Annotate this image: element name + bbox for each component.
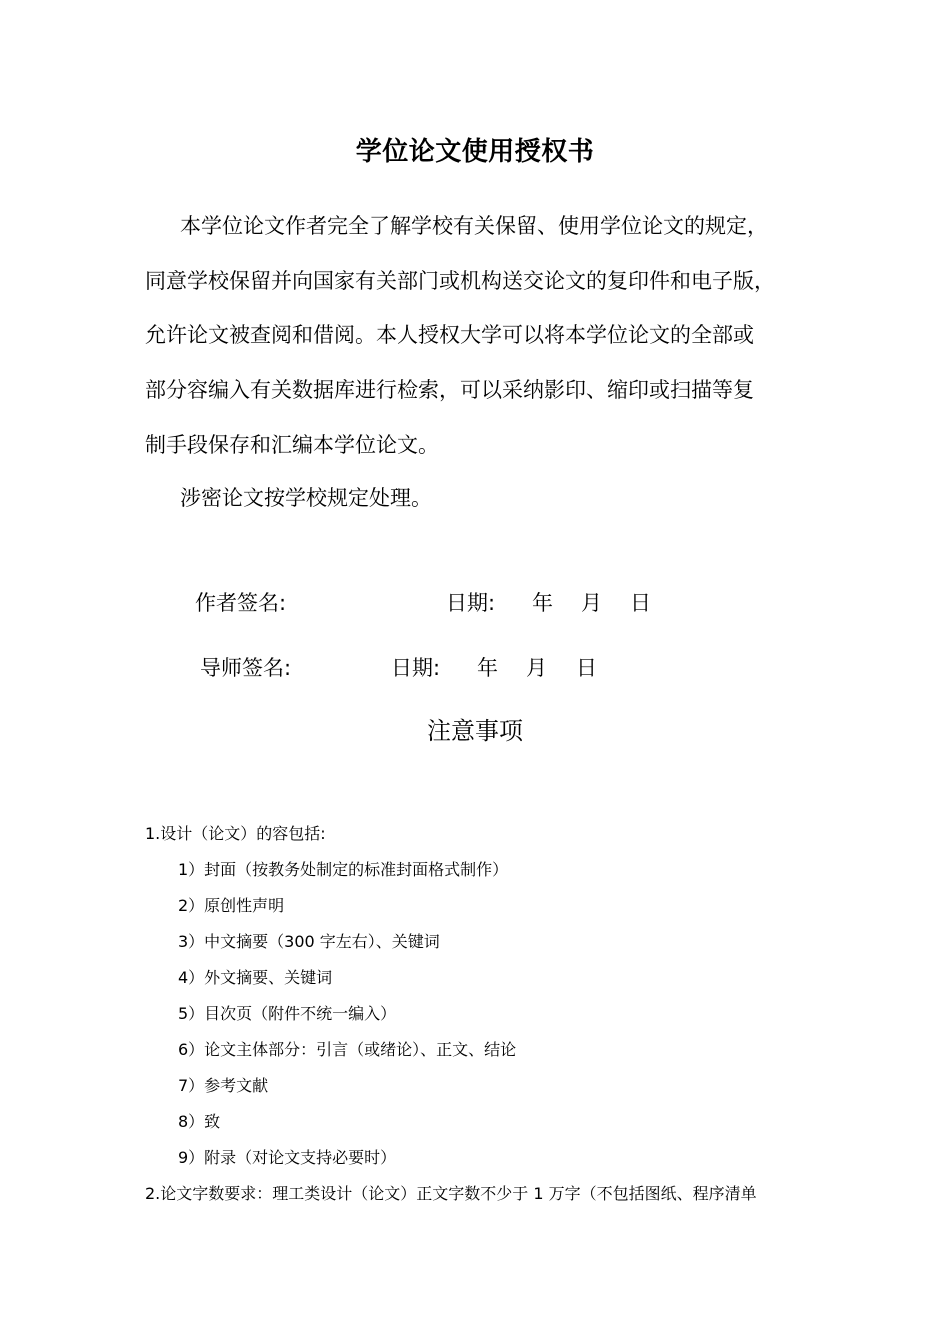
advisor-date-year: 年 — [477, 656, 498, 680]
advisor-signature-label: 导师签名: — [200, 656, 292, 680]
list-item: 5）目次页（附件不统一编入） — [178, 1004, 397, 1023]
paragraph-line-3: 允许论文被查阅和借阅。本人授权大学可以将本学位论文的全部或 — [145, 323, 754, 347]
list-item: 9）附录（对论文支持必要时） — [178, 1148, 397, 1167]
paragraph-line-4: 部分容编入有关数据库进行检索，可以采纳影印、缩印或扫描等复 — [145, 378, 754, 402]
advisor-date-label: 日期: — [391, 656, 441, 680]
author-date-day: 日 — [630, 591, 651, 615]
author-date-label: 日期: — [446, 591, 496, 615]
list-item: 3）中文摘要（300 字左右）、关键词 — [178, 932, 440, 951]
list-item: 8）致 — [178, 1112, 221, 1131]
list-item: 6）论文主体部分：引言（或绪论）、正文、结论 — [178, 1040, 517, 1059]
notice-item-1: 1.设计（论文）的容包括: — [145, 824, 326, 843]
list-item: 4）外文摘要、关键词 — [178, 968, 333, 987]
author-date-year: 年 — [532, 591, 553, 615]
notice-item-2: 2.论文字数要求：理工类设计（论文）正文字数不少于 1 万字（不包括图纸、程序清单 — [145, 1184, 757, 1203]
list-item: 7）参考文献 — [178, 1076, 269, 1095]
classified-note: 涉密论文按学校规定处理。 — [180, 486, 432, 510]
document-title: 学位论文使用授权书 — [355, 137, 595, 167]
list-item: 1）封面（按教务处制定的标准封面格式制作） — [178, 860, 509, 879]
paragraph-line-5: 制手段保存和汇编本学位论文。 — [145, 433, 439, 457]
paragraph-line-2: 同意学校保留并向国家有关部门或机构送交论文的复印件和电子版， — [145, 269, 775, 293]
author-date-month: 月 — [581, 591, 602, 615]
advisor-date-month: 月 — [526, 656, 547, 680]
list-item: 2）原创性声明 — [178, 896, 285, 915]
notice-title: 注意事项 — [427, 717, 523, 745]
advisor-date-day: 日 — [576, 656, 597, 680]
paragraph-line-1: 本学位论文作者完全了解学校有关保留、使用学位论文的规定， — [180, 214, 768, 238]
author-signature-label: 作者签名: — [195, 591, 287, 615]
